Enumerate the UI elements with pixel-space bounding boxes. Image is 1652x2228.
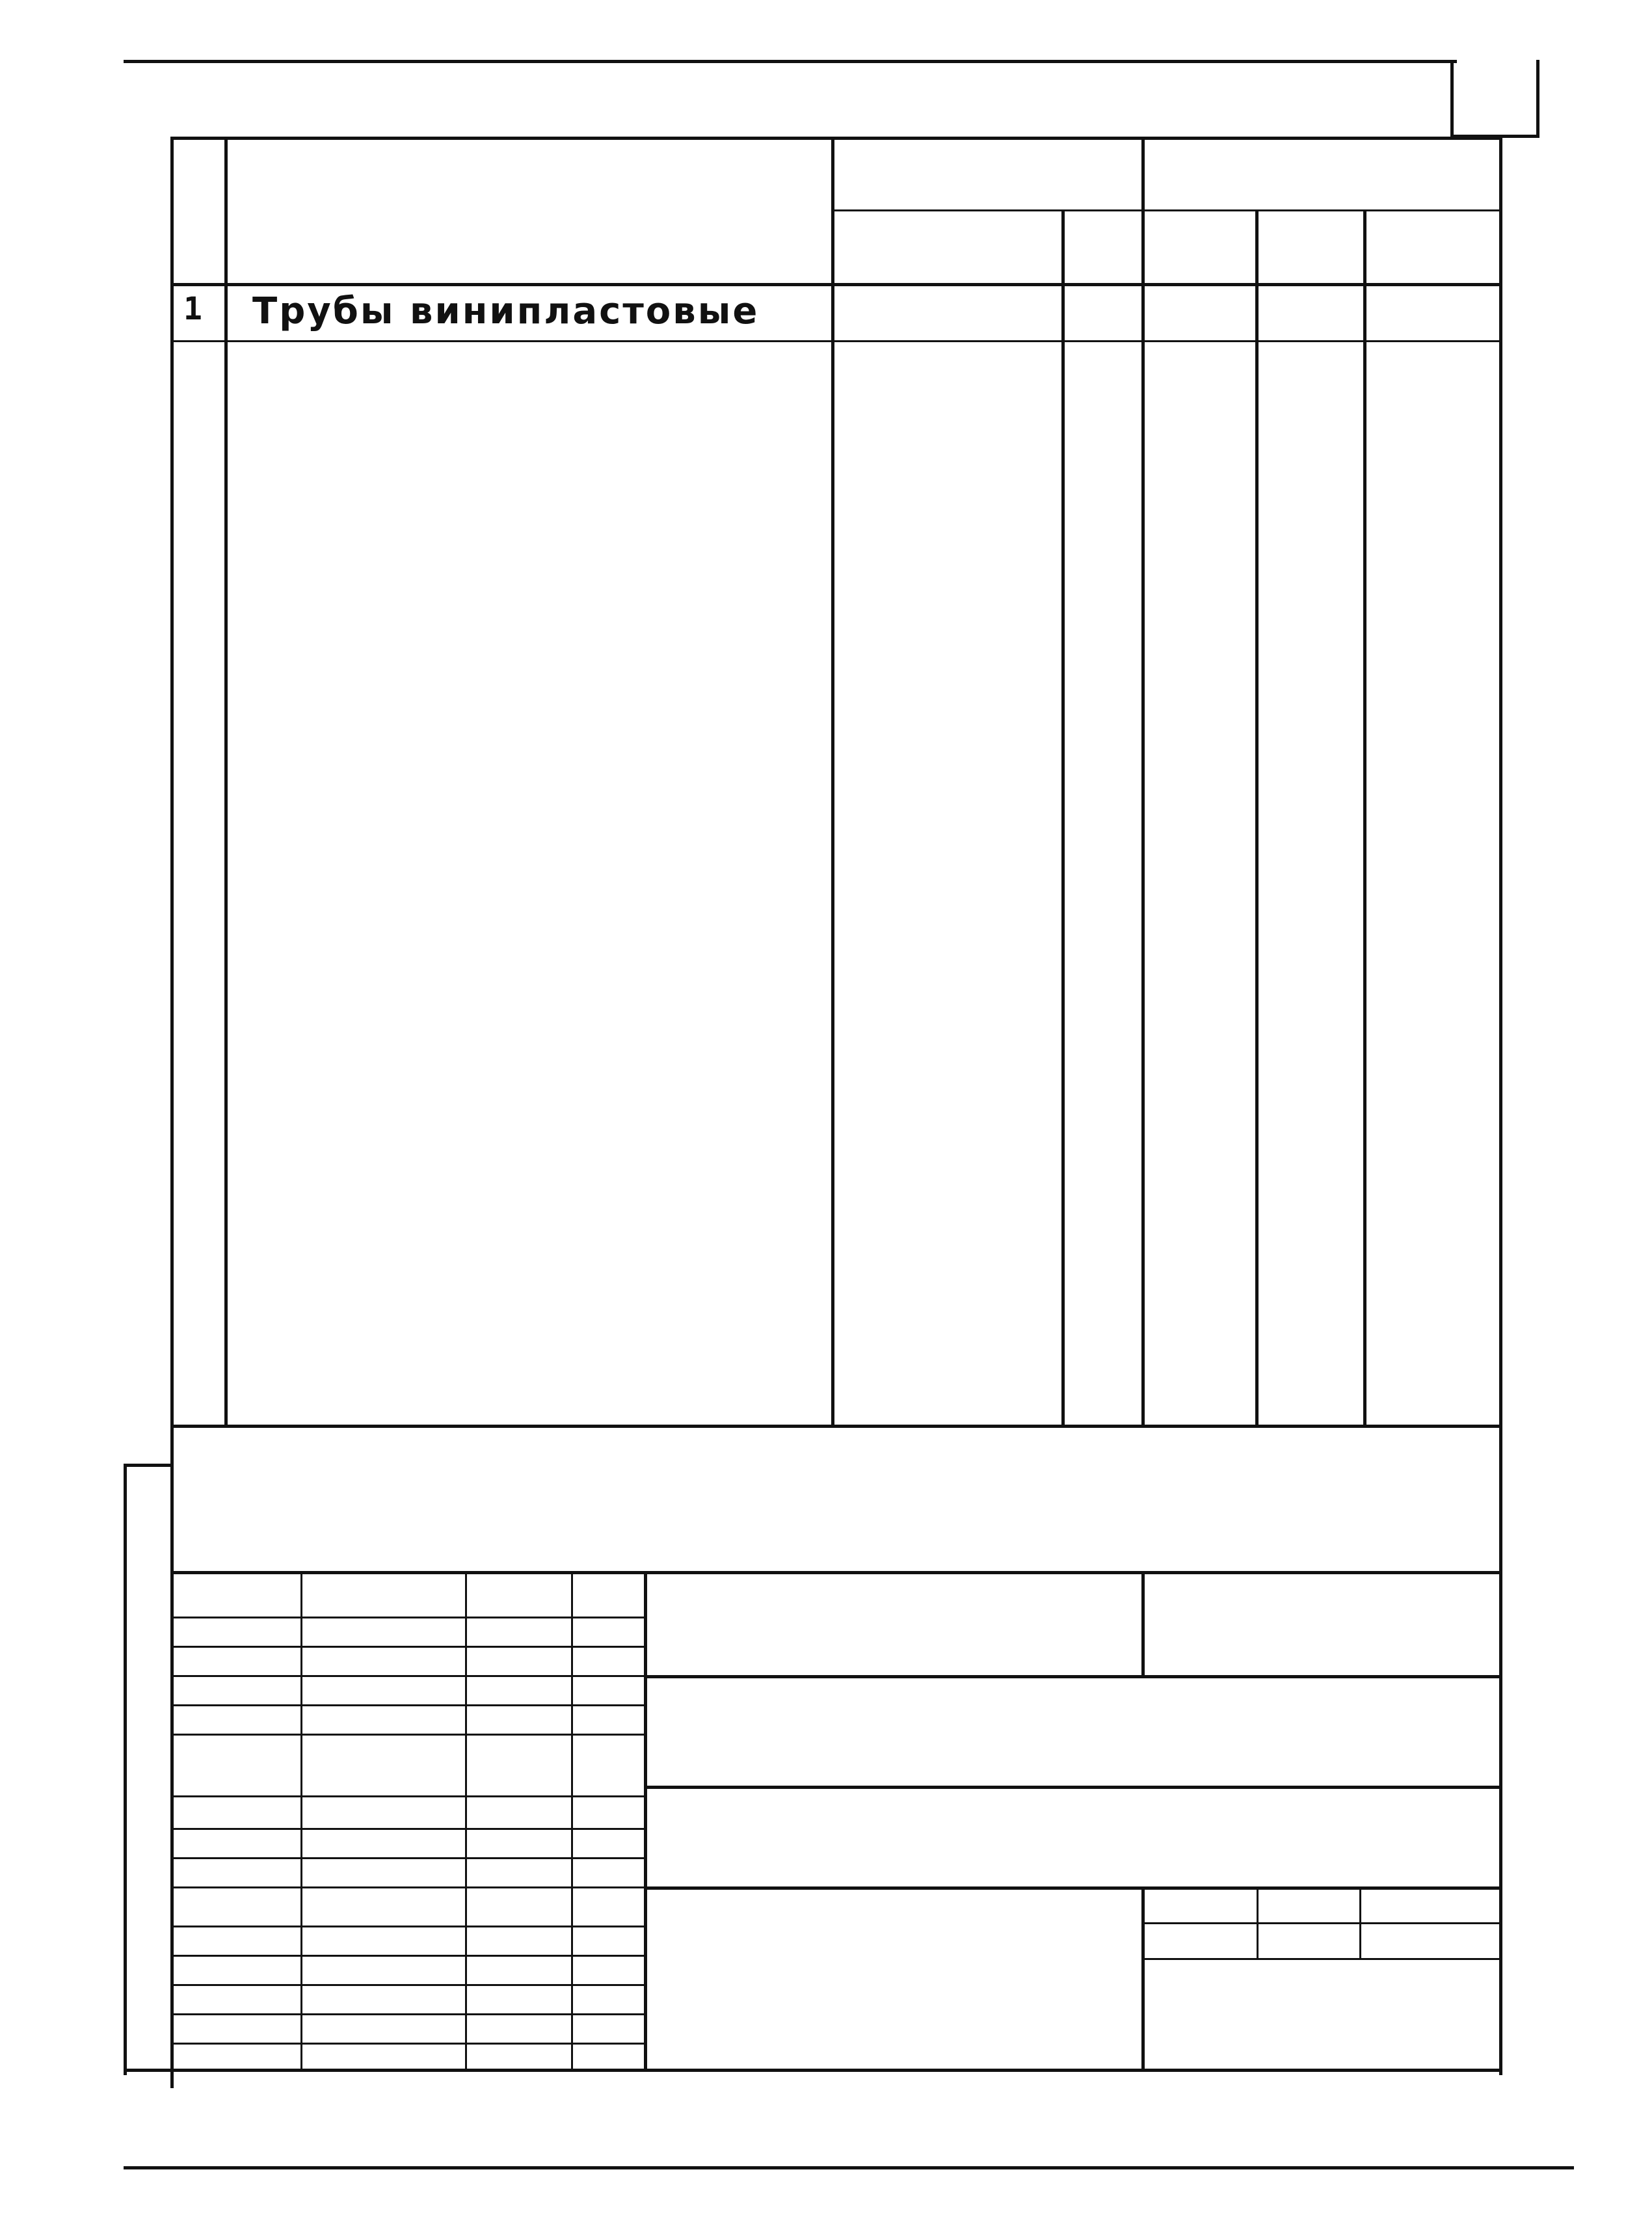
stamp-bottom — [170, 2069, 1502, 2072]
stamp-row-8 — [170, 1857, 645, 1859]
stamp-right — [1499, 1425, 1502, 2075]
doc-code-bottom — [644, 1786, 1502, 1789]
row-number: 1 — [183, 291, 202, 327]
stamp-row-13 — [170, 2013, 645, 2015]
privyazan-bottom — [644, 1675, 1502, 1678]
stamp-row-14 — [170, 2043, 645, 2045]
stamp-row-4 — [170, 1704, 645, 1706]
stamp-row-10 — [170, 1926, 645, 1927]
stage-value-row — [1141, 1958, 1502, 1960]
stage-block-left — [1141, 1886, 1145, 2069]
bottom-border — [124, 2166, 1574, 2169]
stamp-row-12 — [170, 1984, 645, 1986]
stamp-left-strip — [124, 1464, 127, 2075]
mid-block-bottom — [644, 1886, 1502, 1890]
stamp-row-6 — [170, 1795, 645, 1797]
stamp-top — [170, 1571, 1502, 1574]
stamp-row-3 — [170, 1675, 645, 1677]
material-name: Трубы винипластовые — [252, 290, 760, 332]
stamp-row-1 — [170, 1617, 645, 1618]
stamp-row-9 — [170, 1886, 645, 1888]
stamp-row-7 — [170, 1828, 645, 1830]
stamp-row-5 — [170, 1734, 645, 1736]
stage-label-row — [1141, 1922, 1502, 1924]
stamp-left-strip-top — [124, 1464, 173, 1467]
privyazan-divider — [1141, 1571, 1145, 1675]
stamp-row-2 — [170, 1646, 645, 1648]
stamp-row-11 — [170, 1955, 645, 1957]
stamp-left-strip-bottom — [124, 2069, 173, 2072]
